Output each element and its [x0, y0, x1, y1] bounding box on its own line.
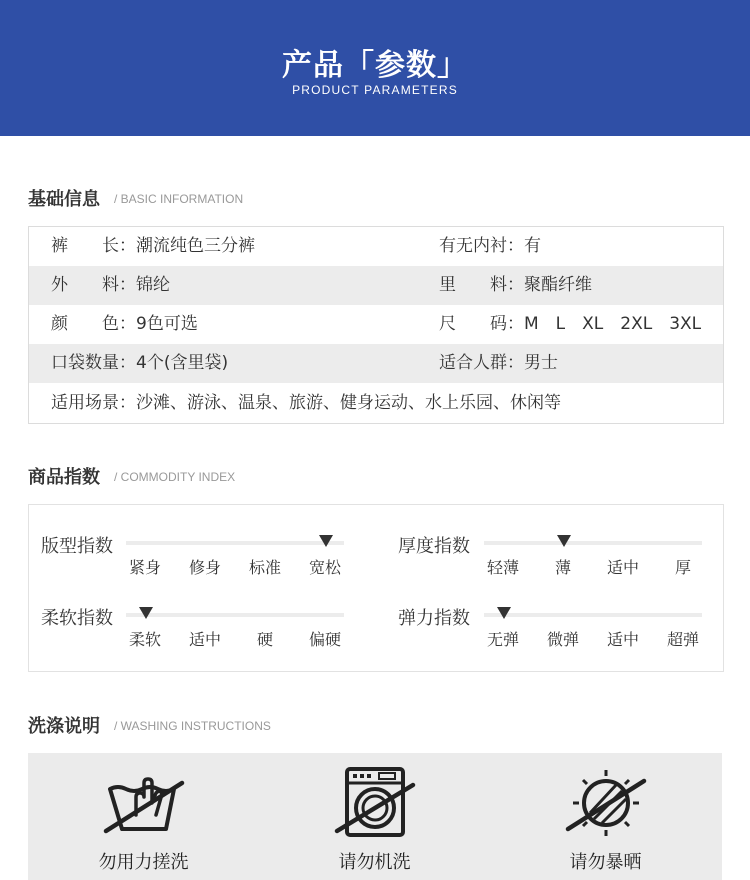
- index-label: 无弹: [486, 630, 519, 649]
- index-name: 厚度指数: [398, 536, 470, 557]
- info-row: [29, 305, 723, 344]
- washing-section-subtitle: / WASHING INSTRUCTIONS: [114, 719, 271, 733]
- index-track: [484, 613, 702, 617]
- index-name: 弹力指数: [398, 608, 470, 629]
- wash-item: [490, 753, 721, 880]
- index-name: 版型指数: [41, 536, 113, 557]
- basic-info-table: [28, 226, 724, 424]
- info-row: [29, 344, 723, 383]
- info-cell: 口袋数量：4个(含里袋): [51, 353, 229, 373]
- info-cell: 适合人群：男士: [439, 353, 558, 373]
- index-label: 超弹: [666, 630, 699, 649]
- info-cell: 里 料：聚酯纤维: [439, 275, 592, 295]
- info-cell: 裤 长：潮流纯色三分裤: [51, 236, 255, 256]
- commodity-section-title: 商品指数: [28, 467, 100, 488]
- index-track: [484, 541, 702, 545]
- wash-label: 请勿机洗: [338, 852, 411, 873]
- index-label: 厚: [674, 558, 691, 577]
- index-marker-icon: [319, 535, 333, 547]
- commodity-index-box: [28, 504, 724, 672]
- index-marker-icon: [139, 607, 153, 619]
- index-label: 微弹: [546, 630, 579, 649]
- index-label: 硬: [256, 630, 273, 649]
- wash-label: 勿用力搓洗: [98, 852, 189, 873]
- wash-item: [28, 753, 259, 880]
- page-subtitle: PRODUCT PARAMETERS: [292, 83, 458, 97]
- info-row: [29, 227, 723, 266]
- wash-item: [259, 753, 490, 880]
- wash-label: 请勿暴晒: [569, 852, 642, 873]
- page-title: 产品「参数」: [282, 48, 468, 83]
- index-label: 适中: [188, 630, 221, 649]
- index-label: 适中: [606, 558, 639, 577]
- info-cell: 外 料：锦纶: [51, 275, 170, 295]
- washing-box: [28, 753, 722, 880]
- info-row: [29, 266, 723, 305]
- index-track: [126, 541, 344, 545]
- info-cell: 适用场景：沙滩、游泳、温泉、旅游、健身运动、水上乐园、休闲等: [51, 393, 561, 413]
- basic-section-subtitle: / BASIC INFORMATION: [114, 192, 244, 206]
- index-label: 适中: [606, 630, 639, 649]
- commodity-section-subtitle: / COMMODITY INDEX: [114, 470, 236, 484]
- page-header: [0, 0, 750, 136]
- info-cell: 有无内衬：有: [439, 236, 541, 256]
- index-marker-icon: [557, 535, 571, 547]
- index-track: [126, 613, 344, 617]
- index-label: 轻薄: [486, 558, 519, 577]
- index-label: 紧身: [128, 558, 161, 577]
- no-machine-wash-icon: [333, 767, 417, 839]
- index-name: 柔软指数: [41, 608, 113, 629]
- index-label: 柔软: [128, 630, 161, 649]
- no-hand-wash-icon: [102, 767, 186, 839]
- info-cell: 颜 色：9色可选: [51, 314, 198, 334]
- index-label: 修身: [188, 558, 221, 577]
- index-label: 宽松: [308, 558, 341, 577]
- info-row: [29, 383, 723, 423]
- basic-section-title: 基础信息: [28, 189, 100, 210]
- index-label: 薄: [554, 558, 571, 577]
- info-cell: 尺 码：M L XL 2XL 3XL: [439, 314, 702, 334]
- no-sun-dry-icon: [564, 767, 648, 839]
- index-label: 标准: [248, 558, 281, 577]
- washing-section-title: 洗涤说明: [28, 716, 100, 737]
- index-label: 偏硬: [308, 630, 341, 649]
- index-marker-icon: [497, 607, 511, 619]
